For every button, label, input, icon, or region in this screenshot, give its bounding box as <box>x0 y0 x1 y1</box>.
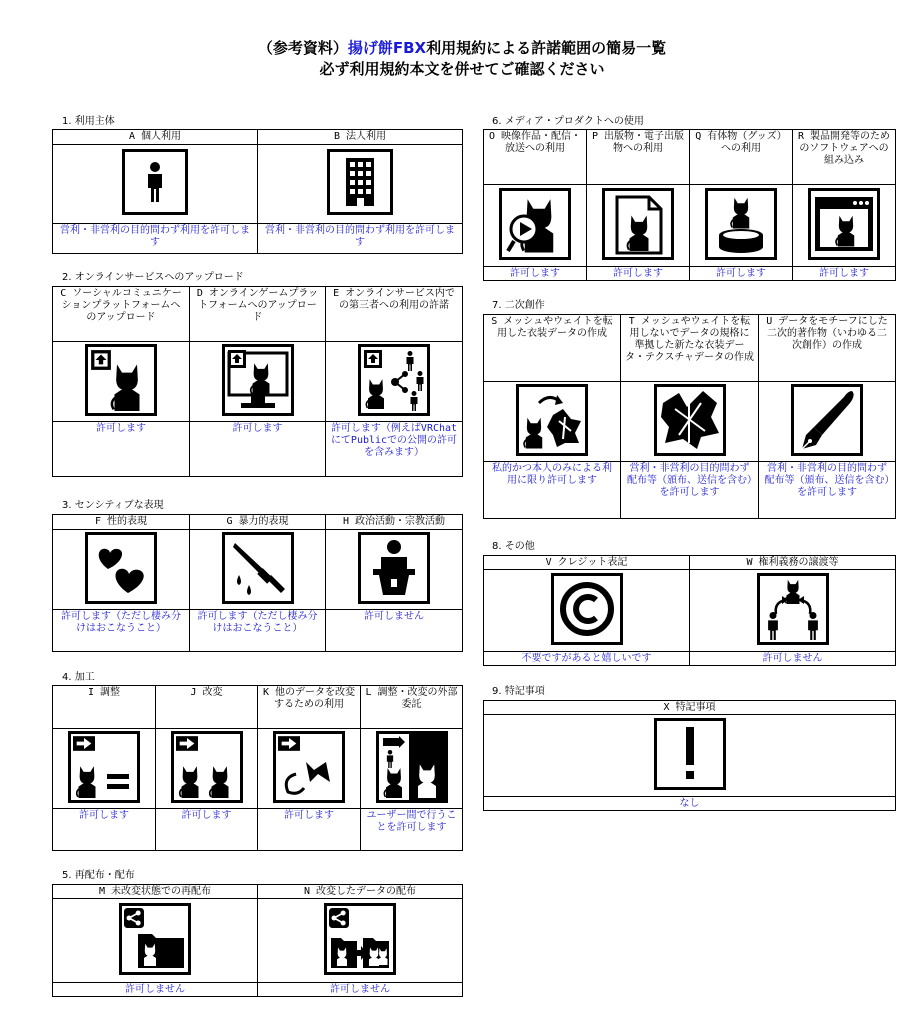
section-8-table <box>483 555 896 666</box>
col-header-x: X 特記事項 <box>484 701 896 715</box>
col-header-p: P 出版物・電子出版物への利用 <box>587 130 690 185</box>
answer-u: 営利・非営利の目的問わず配布等（頒布、送信を含む）を許可します <box>759 462 896 519</box>
answer-d: 許可します <box>190 422 326 477</box>
section-6-table <box>483 129 896 281</box>
col-header-g: G 暴力的表現 <box>190 515 326 530</box>
col-header-w: W 権利義務の譲渡等 <box>690 556 896 570</box>
person-icon <box>122 149 188 215</box>
col-header-h: H 政治活動・宗教活動 <box>326 515 463 530</box>
title-accent-name: 揚げ餅FBX <box>347 39 427 57</box>
section-3-label: 3. センシティブな表現 <box>62 500 164 511</box>
answer-h: 許可しません <box>326 610 463 652</box>
page-title <box>0 38 924 80</box>
share-users-icon <box>358 344 430 416</box>
section-5-label: 5. 再配布・配布 <box>62 870 135 881</box>
video-icon <box>499 188 571 260</box>
share-folder-icon <box>119 903 191 975</box>
section-2-label: 2. オンラインサービスへのアップロード <box>62 272 244 283</box>
podium-icon <box>358 532 430 604</box>
share-modified-folder-icon <box>324 903 396 975</box>
answer-r: 許可します <box>793 267 896 281</box>
col-header-f: F 性的表現 <box>53 515 190 530</box>
upload-avatar-icon <box>85 344 157 416</box>
col-header-o: O 映像作品・配信・放送への利用 <box>484 130 587 185</box>
reuse-parts-icon <box>273 731 345 803</box>
title-line-2: 必ず利用規約本文を併せてご確認ください <box>319 60 605 78</box>
answer-b: 営利・非営利の目的問わず利用を許可します <box>258 224 463 254</box>
col-header-k: K 他のデータを改変するための利用 <box>258 686 361 729</box>
answer-l: ユーザー間で行うことを許可します <box>361 809 463 851</box>
section-1-label: 1. 利用主体 <box>62 116 115 127</box>
col-header-m: M 未改変状態での再配布 <box>53 885 258 899</box>
col-header-q: Q 有体物（グッズ）への利用 <box>690 130 793 185</box>
col-header-u: U データをモチーフにした二次的著作物（いわゆる二次創作）の作成 <box>759 315 896 382</box>
knife-icon <box>222 532 294 604</box>
section-7-table <box>483 314 896 519</box>
col-header-b: B 法人利用 <box>258 130 463 145</box>
answer-a: 営利・非営利の目的問わず利用を許可します <box>53 224 258 254</box>
col-header-a: A 個人利用 <box>53 130 258 145</box>
answer-s: 私的かつ本人のみによる利用に限り許可します <box>484 462 621 519</box>
answer-f: 許可します（ただし棲み分けはおこなうこと） <box>53 610 190 652</box>
copyright-icon <box>551 573 623 645</box>
col-header-j: J 改変 <box>156 686 258 729</box>
section-9-table <box>483 700 896 811</box>
section-5-table <box>52 884 463 997</box>
section-9-label: 9. 特記事項 <box>492 686 545 697</box>
outsource-icon <box>376 731 448 803</box>
answer-x: なし <box>484 797 896 811</box>
answer-m: 許可しません <box>53 983 258 997</box>
section-7-label: 7. 二次創作 <box>492 300 545 311</box>
answer-j: 許可します <box>156 809 258 851</box>
office-building-icon <box>327 149 393 215</box>
software-window-icon <box>808 188 880 260</box>
answer-w: 許可しません <box>690 652 896 666</box>
hearts-icon <box>85 532 157 604</box>
answer-t: 営利・非営利の目的問わず配布等（頒布、送信を含む）を許可します <box>621 462 759 519</box>
answer-q: 許可します <box>690 267 793 281</box>
section-4-table <box>52 685 463 851</box>
adjust-icon <box>68 731 140 803</box>
col-header-e: E オンラインサービス内での第三者への利用の許諾 <box>326 287 463 342</box>
col-header-n: N 改変したデータの配布 <box>258 885 463 899</box>
transfer-rights-icon <box>757 573 829 645</box>
pen-nib-icon <box>791 384 863 456</box>
answer-g: 許可します（ただし棲み分けはおこなうこと） <box>190 610 326 652</box>
answer-o: 許可します <box>484 267 587 281</box>
section-2-table <box>52 286 463 477</box>
section-6-label: 6. メディア・プロダクトへの使用 <box>492 116 644 127</box>
modify-icon <box>171 731 243 803</box>
col-header-l: L 調整・改変の外部委託 <box>361 686 463 729</box>
answer-i: 許可します <box>53 809 156 851</box>
cloth-icon <box>654 384 726 456</box>
answer-n: 許可しません <box>258 983 463 997</box>
document-icon <box>602 188 674 260</box>
section-3-table <box>52 514 463 652</box>
answer-v: 不要ですがあると嬉しいです <box>484 652 690 666</box>
cloth-transfer-icon <box>516 384 588 456</box>
title-line-1: （参考資料）揚げ餅FBX利用規約による許諾範囲の簡易一覧 <box>257 39 667 57</box>
answer-p: 許可します <box>587 267 690 281</box>
col-header-v: V クレジット表記 <box>484 556 690 570</box>
figure-icon <box>705 188 777 260</box>
answer-k: 許可します <box>258 809 361 851</box>
section-8-label: 8. その他 <box>492 541 535 552</box>
answer-e: 許可します（例えばVRChatにてPublicでの公開の許可を含みます） <box>326 422 463 477</box>
section-4-label: 4. 加工 <box>62 672 95 683</box>
col-header-d: D オンラインゲームプラットフォームへのアップロード <box>190 287 326 342</box>
upload-monitor-icon <box>222 344 294 416</box>
exclamation-icon <box>654 718 726 790</box>
col-header-c: C ソーシャルコミュニケーションプラットフォームへのアップロード <box>53 287 190 342</box>
col-header-t: T メッシュやウェイトを転用しないでデータの規格に準拠した新たな衣装データ・テクスチャデータの作成 <box>621 315 759 382</box>
col-header-s: S メッシュやウェイトを転用した衣装データの作成 <box>484 315 621 382</box>
col-header-i: I 調整 <box>53 686 156 729</box>
section-1-table <box>52 129 463 254</box>
col-header-r: R 製品開発等のためのソフトウェアへの組み込み <box>793 130 896 185</box>
answer-c: 許可します <box>53 422 190 477</box>
